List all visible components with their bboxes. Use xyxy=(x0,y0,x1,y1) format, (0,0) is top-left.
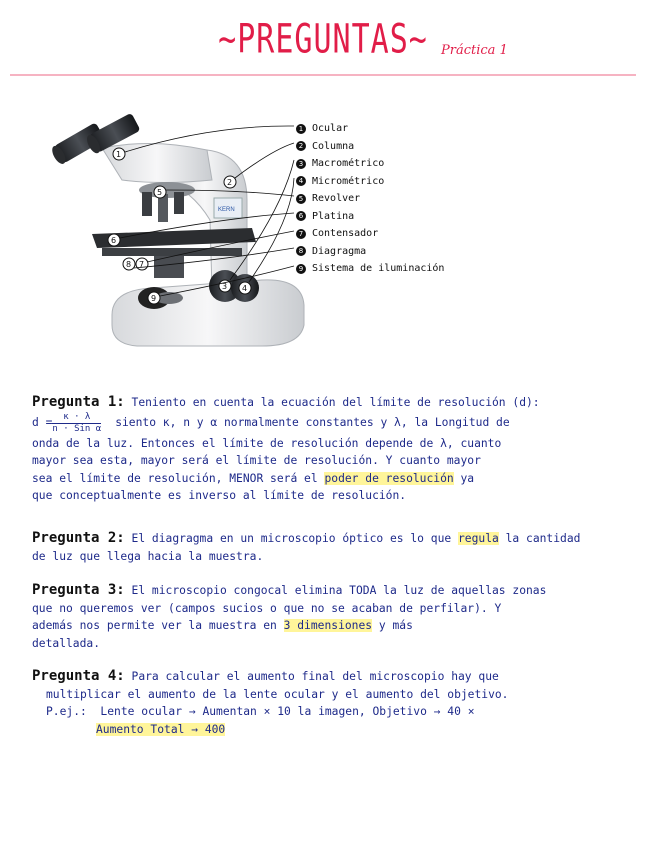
legend-label: Platina xyxy=(312,210,355,222)
legend-label: Sistema de iluminación xyxy=(312,263,445,275)
question-3-heading: Pregunta 3: xyxy=(32,582,125,598)
legend-number: 3 xyxy=(296,159,306,169)
page-title: ~PREGUNTAS~ xyxy=(218,15,428,64)
leader-line-7 xyxy=(147,231,294,262)
marker-3: 3 xyxy=(222,282,228,291)
question-4-line-3-text: Lente ocular → Aumentan × 10 la imagen, Objetivo → 40 × xyxy=(100,705,475,718)
legend-number: 7 xyxy=(296,229,306,239)
question-3-line-4: detallada. xyxy=(32,636,101,650)
legend-number: 5 xyxy=(296,194,306,204)
legend-number: 4 xyxy=(296,176,306,186)
highlight-3-dimensiones: 3 dimensiones xyxy=(283,619,373,632)
question-1 xyxy=(32,394,632,505)
question-2-text-a: El diagragma en un microscopio óptico es lo que xyxy=(131,532,458,545)
marker-5: 5 xyxy=(157,188,163,197)
legend-item-8 xyxy=(296,243,444,261)
legend-label: Micrométrico xyxy=(312,175,385,187)
page-title-wrap xyxy=(0,15,646,64)
legend-label: Diagragma xyxy=(312,245,367,257)
resolution-formula xyxy=(52,412,101,435)
highlight-poder-resolucion: poder de resolución xyxy=(324,471,454,485)
marker-6: 6 xyxy=(111,236,117,245)
question-1-line-4 xyxy=(32,470,632,488)
question-1-heading: Pregunta 1: xyxy=(32,394,125,410)
question-4-line-3 xyxy=(32,703,632,721)
marker-9: 9 xyxy=(151,294,157,303)
legend-number: 9 xyxy=(296,264,306,274)
formula-d: d = xyxy=(32,416,53,430)
question-4 xyxy=(32,668,632,738)
marker-8: 8 xyxy=(126,260,132,269)
brand-label: KERN xyxy=(218,207,235,213)
question-3-line-3-b: y más xyxy=(372,619,413,632)
question-1-line-4-b: ya xyxy=(453,471,475,485)
question-3-line-3-a: además nos permite ver la muestra en xyxy=(32,619,284,632)
legend-label: Ocular xyxy=(312,123,349,135)
question-1-line-2: onda de la luz. Entonces el límite de resolución depende de λ, cuanto xyxy=(32,436,502,450)
legend-item-7 xyxy=(296,225,444,243)
question-1-line-1: siento κ, n y α normalmente constantes y λ, la Longitud de xyxy=(115,416,510,430)
question-1-line-4-a: sea el límite de resolución, MENOR será el xyxy=(32,471,325,485)
legend-label: Columna xyxy=(312,140,355,152)
legend-item-2 xyxy=(296,138,444,156)
legend-item-9 xyxy=(296,260,444,278)
marker-7: 7 xyxy=(139,260,145,269)
marker-4: 4 xyxy=(242,284,248,293)
legend-label: Macrométrico xyxy=(312,158,385,170)
legend-number: 1 xyxy=(296,124,306,134)
marker-2: 2 xyxy=(227,178,233,187)
page-subtitle: Práctica 1 xyxy=(441,43,508,58)
legend-number: 6 xyxy=(296,211,306,221)
leader-line-1 xyxy=(125,126,294,152)
question-2 xyxy=(32,530,632,565)
leader-line-6 xyxy=(120,213,294,238)
legend-item-6 xyxy=(296,208,444,226)
leader-line-2 xyxy=(235,143,294,178)
question-3-line-2: que no queremos ver (campos sucios o que no se acaban de perfilar). Y xyxy=(32,601,502,615)
question-1-lead: Teniento en cuenta la ecuación del límite de resolución (d): xyxy=(131,396,540,409)
formula-numerator: κ · λ xyxy=(52,412,101,424)
header-divider xyxy=(10,74,636,76)
part-legend xyxy=(296,120,444,278)
legend-number: 2 xyxy=(296,141,306,151)
question-3-line-3 xyxy=(32,617,632,635)
question-4-line-2: multiplicar el aumento de la lente ocular y el aumento del objetivo. xyxy=(46,687,509,701)
question-4-line-4 xyxy=(32,721,632,739)
example-label: P.ej.: xyxy=(46,705,87,718)
question-3 xyxy=(32,582,632,652)
legend-item-3 xyxy=(296,155,444,173)
leader-line-5 xyxy=(166,190,294,196)
question-4-heading: Pregunta 4: xyxy=(32,668,125,684)
marker-1: 1 xyxy=(116,150,122,159)
highlight-aumento-total: Aumento Total → 400 xyxy=(96,722,226,736)
legend-item-1 xyxy=(296,120,444,138)
highlight-regula: regula xyxy=(458,532,499,545)
legend-item-4 xyxy=(296,173,444,191)
question-4-line-1: Para calcular el aumento final del microscopio hay que xyxy=(131,670,499,683)
formula-denominator: n · Sin α xyxy=(52,423,102,434)
question-1-line-5: que conceptualmente es inverso al límite de resolución. xyxy=(32,489,407,502)
question-2-heading: Pregunta 2: xyxy=(32,530,125,546)
legend-label: Revolver xyxy=(312,193,361,205)
question-1-line-3: mayor sea esta, mayor será el límite de resolución. Y cuanto mayor xyxy=(32,454,481,467)
question-3-line-1: El microscopio congocal elimina TODA la luz de aquellas zonas xyxy=(131,584,547,597)
question-2-text-b: la cantidad xyxy=(498,532,581,545)
legend-label: Contensador xyxy=(312,228,379,240)
legend-item-5 xyxy=(296,190,444,208)
question-2-line-2: de luz que llega hacia la muestra. xyxy=(32,549,264,563)
leader-line-8 xyxy=(134,248,294,268)
legend-number: 8 xyxy=(296,246,306,256)
